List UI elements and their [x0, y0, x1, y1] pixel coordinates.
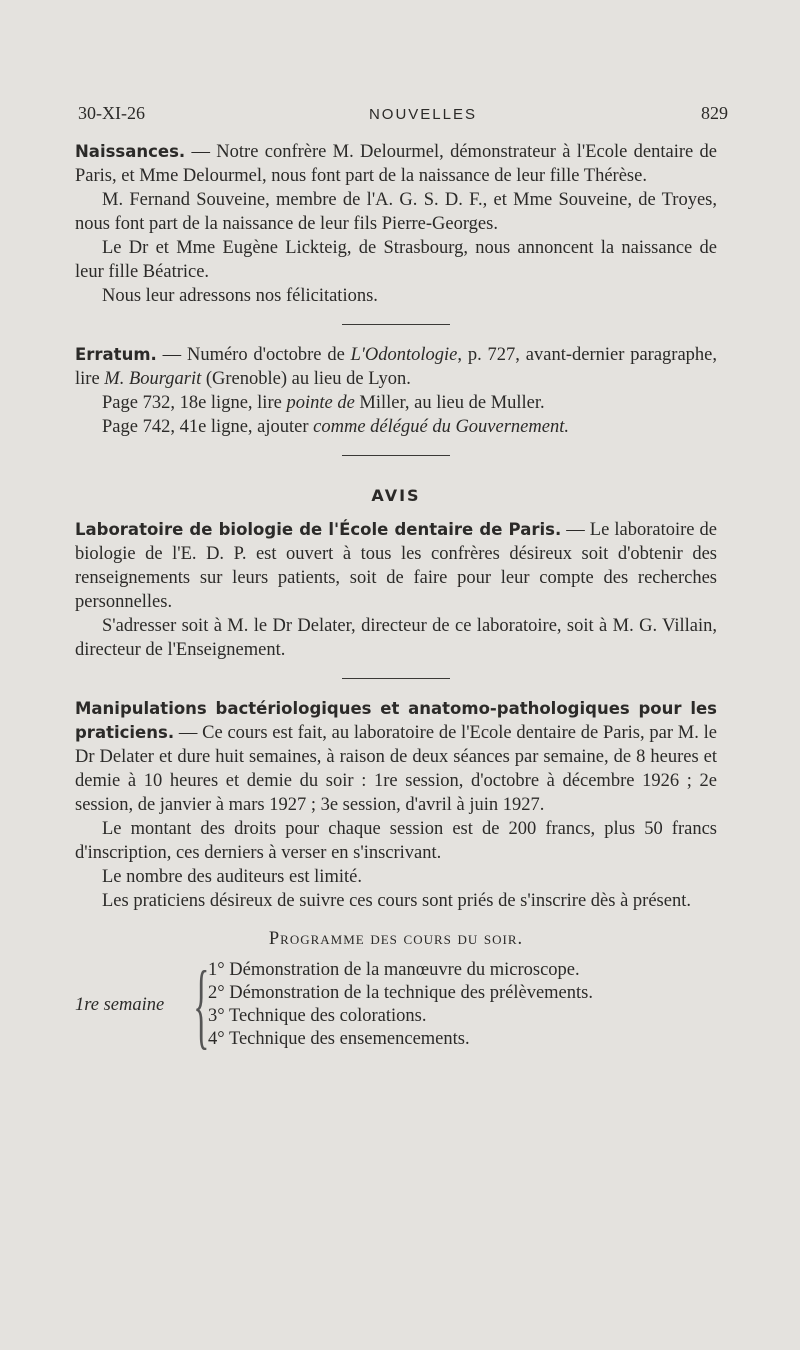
erratum-line-3	[75, 415, 717, 439]
erratum-name: M. Bourgarit	[104, 369, 202, 389]
avis-text-1: — Le laboratoire de biologie de l'E. D. P. est ouvert à tous les confrères désireux soit d'obtenir des renseignements sur leurs patients, soit de faire pour leur compte des recherches personnelles.	[75, 520, 717, 612]
erratum-line-2	[75, 391, 717, 415]
divider	[342, 678, 450, 679]
programme-list	[208, 959, 593, 1051]
programme-week: 1re semaine	[75, 995, 165, 1015]
erratum-text-3b: comme délégué du Gouvernement.	[313, 417, 569, 437]
manip-paragraph-3: Le nombre des auditeurs est limité.	[102, 867, 362, 887]
avis-title: Laboratoire de biologie de l'École dentaire de Paris.	[75, 520, 562, 539]
erratum-text-1c: , p. 727, avant-dernier paragraphe, lire	[75, 345, 718, 389]
page-header	[78, 103, 728, 124]
programme-item: 2° Démonstration de la technique des prélèvements.	[208, 983, 593, 1003]
erratum-section	[75, 343, 717, 439]
naissances-paragraph-2: M. Fernand Souveine, membre de l'A. G. S. D. F., et Mme Souveine, de Troyes, nous font part de la naissance de leur fils Pierre-Georges.	[75, 190, 717, 234]
avis-paragraph-1	[75, 518, 717, 614]
naissances-paragraph-3: Le Dr et Mme Eugène Lickteig, de Strasbourg, nous annoncent la naissance de leur fille Béatrice.	[75, 238, 717, 282]
erratum-text-2a: Page 732, 18e ligne, lire	[102, 393, 287, 413]
erratum-title: Erratum.	[75, 345, 157, 364]
manip-title: Manipulations bactériologiques et anatomo-pathologiques pour les praticiens.	[75, 699, 717, 742]
naissances-section	[75, 140, 717, 308]
erratum-journal: L'Odontologie	[350, 345, 458, 365]
erratum-text-1a: — Numéro d'octobre de	[156, 345, 351, 365]
manip-paragraph-4: Les praticiens désireux de suivre ces cours sont priés de s'inscrire dès à présent.	[102, 891, 691, 911]
erratum-text-3a: Page 742, 41e ligne, ajouter	[102, 417, 314, 437]
avis-section	[75, 518, 717, 662]
programme-title: Programme des cours du soir.	[268, 929, 524, 949]
erratum-text-1e: (Grenoble) au lieu de Lyon.	[201, 369, 411, 389]
manip-text-1: — Ce cours est fait, au laboratoire de l'Ecole dentaire de Paris, par M. le Dr Delater et dure huit semaines, à raison de deux séances par semaine, de 8 heures et demie à 10 heures et demie du soir : 1re session, d'octobre à décembre 1926 ; 2e session, de janvier à mars 1927 ; 3e session, d'avril à juin 1927.	[75, 723, 717, 815]
manipulations-section	[75, 697, 717, 913]
divider	[342, 324, 450, 325]
manip-paragraph-2: Le montant des droits pour chaque session est de 200 francs, plus 50 francs d'inscription, ces derniers à verser en s'inscrivant.	[75, 819, 717, 863]
naissances-text-1: — Notre confrère M. Delourmel, démonstrateur à l'Ecole dentaire de Paris, et Mme Delourmel, nous font part de la naissance de leur fille Thérèse.	[75, 142, 717, 186]
divider	[342, 455, 450, 456]
header-section: NOUVELLES	[368, 106, 478, 123]
manip-paragraph-1	[75, 697, 717, 817]
erratum-text-2c: Miller, au lieu de Muller.	[354, 393, 545, 413]
avis-paragraph-2: S'adresser soit à M. le Dr Delater, directeur de ce laboratoire, soit à M. G. Villain, directeur de l'Enseignement.	[75, 616, 717, 660]
erratum-text-2b: pointe de	[286, 393, 355, 413]
page-body	[75, 140, 718, 1058]
programme-item: 4° Technique des ensemencements.	[208, 1029, 470, 1049]
programme-item: 3° Technique des colorations.	[208, 1006, 427, 1026]
naissances-title: Naissances.	[75, 142, 186, 161]
naissances-paragraph-1	[75, 140, 717, 188]
header-date: 30-XI-26	[78, 103, 145, 123]
erratum-line-1	[75, 343, 717, 391]
brace-icon: {	[193, 951, 210, 1058]
programme-item: 1° Démonstration de la manœuvre du microscope.	[208, 960, 580, 980]
header-page-number: 829	[701, 103, 728, 123]
avis-heading: AVIS	[371, 486, 421, 505]
naissances-paragraph-4: Nous leur adressons nos félicitations.	[102, 286, 378, 306]
programme	[75, 951, 717, 1058]
